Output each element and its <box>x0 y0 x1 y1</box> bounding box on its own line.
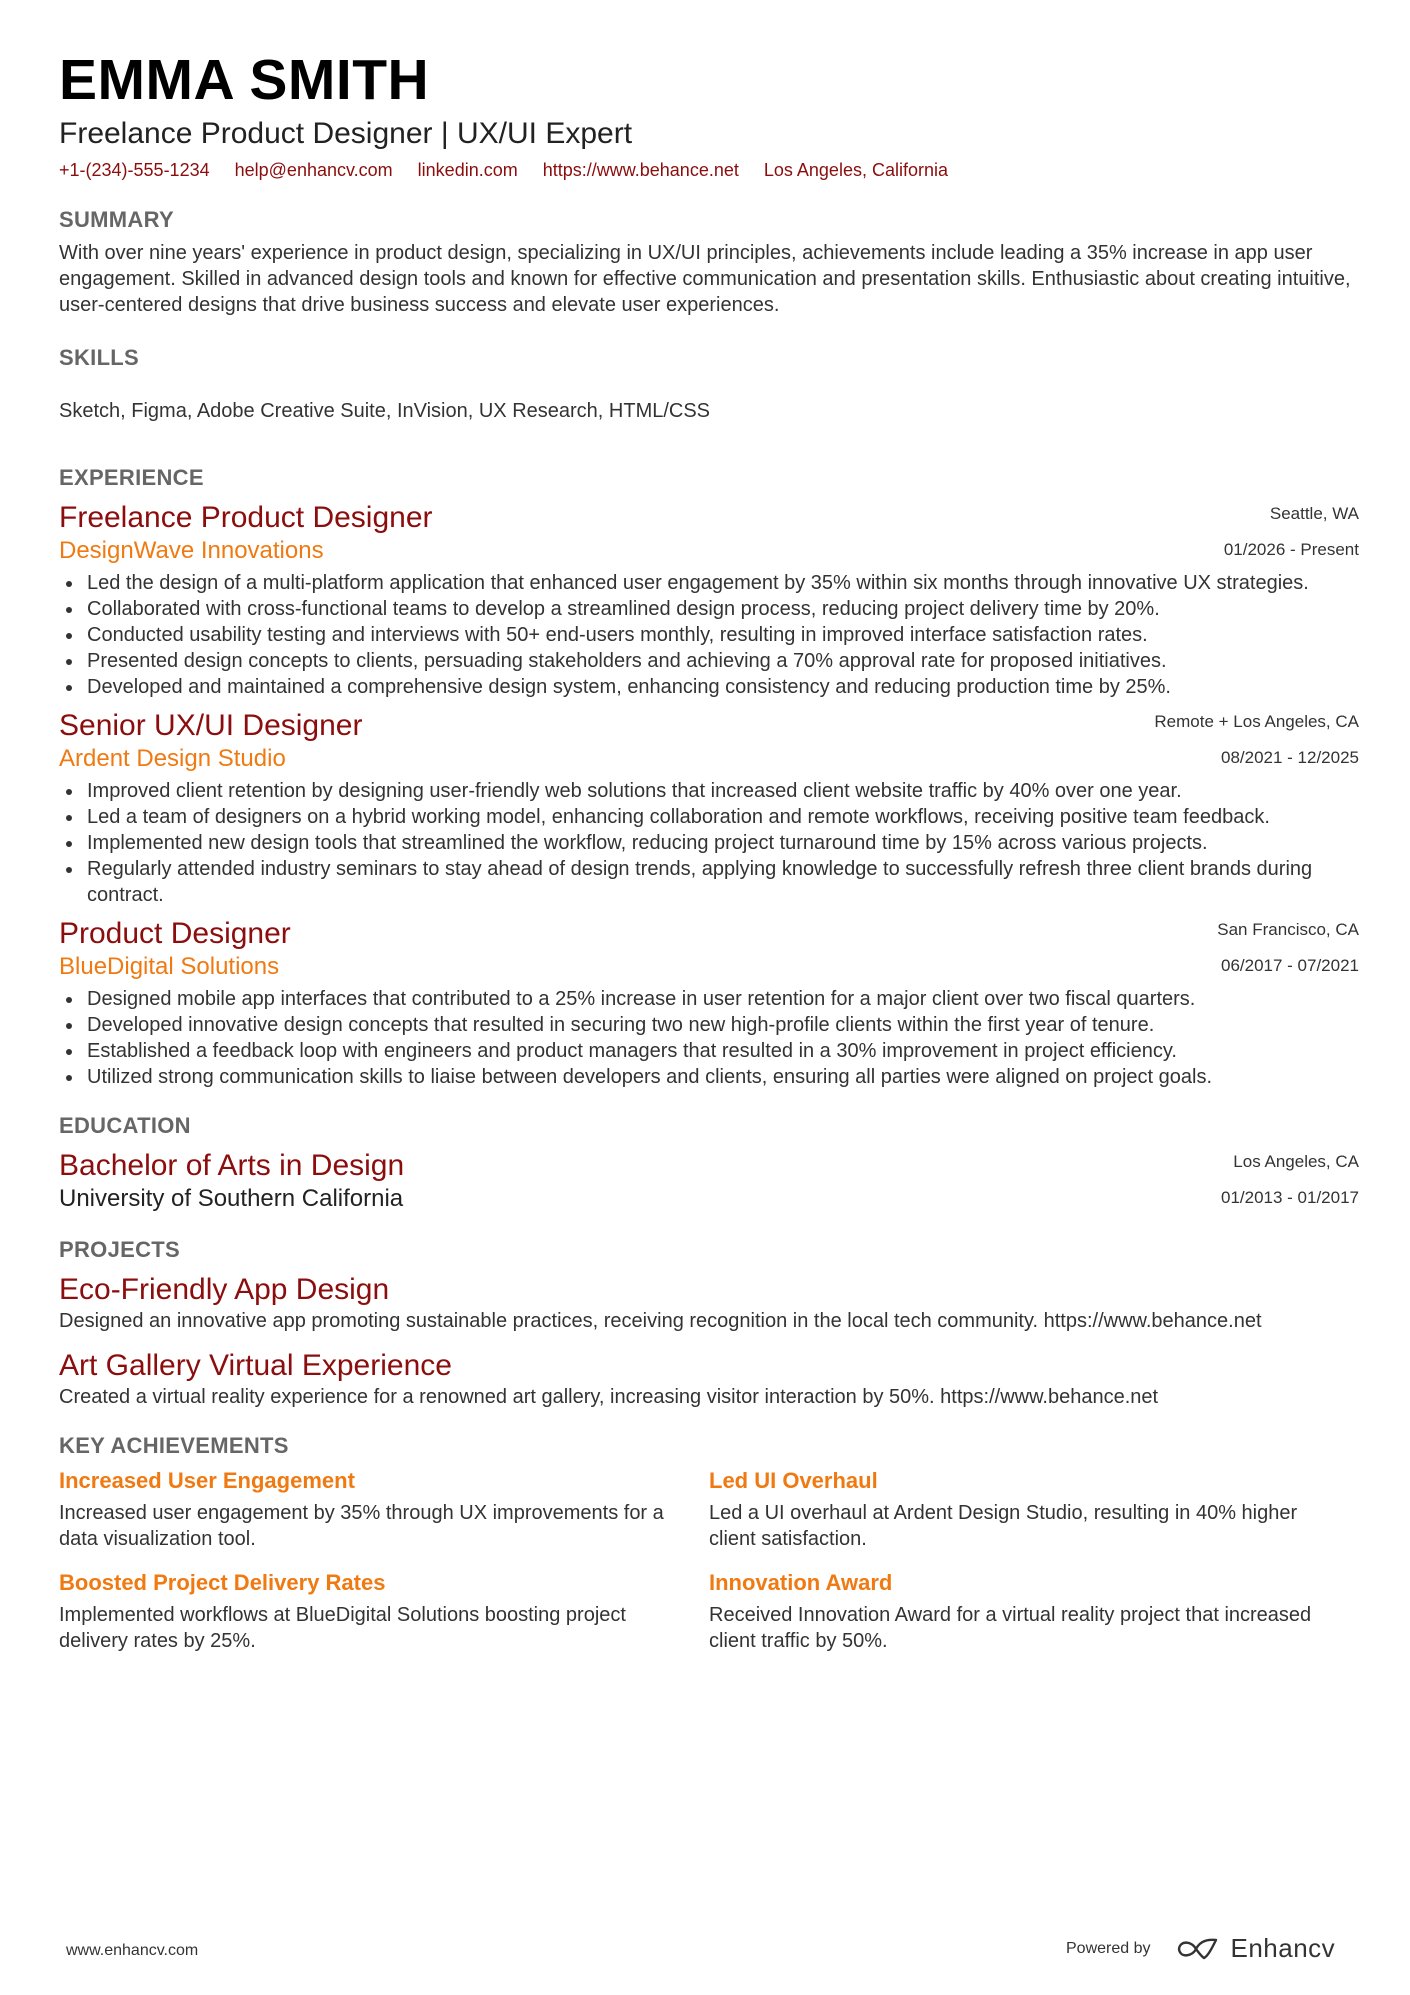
school-name: University of Southern California <box>59 1185 404 1212</box>
achievement-title: Led UI Overhaul <box>709 1468 878 1493</box>
contact-linkedin[interactable]: linkedin.com <box>417 160 518 180</box>
bullet-item: Presented design concepts to clients, persuading stakeholders and achieving a 70% approval rate for proposed initiatives. <box>59 648 1359 674</box>
achievement-item <box>709 1466 1327 1552</box>
section-title-projects: PROJECTS <box>59 1237 180 1262</box>
job-bullets <box>59 778 1359 908</box>
project-description: Created a virtual reality experience for a renowned art gallery, increasing visitor interaction by 50%. https://www.behance.net <box>59 1386 1159 1408</box>
job-location: San Francisco, CA <box>1217 920 1359 939</box>
job-title: Product Designer <box>59 917 291 950</box>
bullet-item: Developed innovative design concepts that resulted in securing two new high-profile clients within the first year of tenure. <box>59 1012 1359 1038</box>
bullet-item: Established a feedback loop with engineers and product managers that resulted in a 30% improvement in project efficiency. <box>59 1038 1359 1064</box>
experience-section <box>59 464 1359 1090</box>
section-title-achievements: KEY ACHIEVEMENTS <box>59 1433 289 1458</box>
section-title-skills: SKILLS <box>59 345 140 370</box>
bullet-item: Led the design of a multi-platform application that enhanced user engagement by 35% within six months through innovative UX strategies. <box>59 570 1359 596</box>
bullet-item: Conducted usability testing and interviews with 50+ end-users monthly, resulting in improved interface satisfaction rates. <box>59 622 1359 648</box>
project-name: Eco-Friendly App Design <box>59 1273 390 1306</box>
job-title: Senior UX/UI Designer <box>59 709 363 742</box>
contact-phone[interactable]: +1-(234)-555-1234 <box>59 160 210 180</box>
job-dates: 06/2017 - 07/2021 <box>1220 956 1359 975</box>
job-bullets <box>59 986 1359 1090</box>
section-title-summary: SUMMARY <box>59 207 174 232</box>
achievement-description: Received Innovation Award for a virtual reality project that increased client traffic by 50%. <box>709 1604 1312 1652</box>
experience-entry <box>59 500 1359 700</box>
achievement-description: Increased user engagement by 35% through UX improvements for a data visualization tool. <box>59 1502 664 1550</box>
summary-section <box>59 206 1359 318</box>
project-entry <box>59 1348 1359 1410</box>
bullet-item: Led a team of designers on a hybrid working model, enhancing collaboration and remote workflows, receiving positive team feedback. <box>59 804 1359 830</box>
education-dates: 01/2013 - 01/2017 <box>1220 1188 1359 1207</box>
contact-email[interactable]: help@enhancv.com <box>234 160 393 180</box>
bullet-item: Developed and maintained a comprehensive design system, enhancing consistency and reducing production time by 25%. <box>59 674 1359 700</box>
achievement-description: Implemented workflows at BlueDigital Solutions boosting project delivery rates by 25%. <box>59 1604 626 1652</box>
section-title-education: EDUCATION <box>59 1113 191 1138</box>
bullet-item: Collaborated with cross-functional teams to develop a streamlined design process, reducing project delivery time by 20%. <box>59 596 1359 622</box>
bullet-item: Implemented new design tools that streamlined the workflow, reducing project turnaround time by 15% across various projects. <box>59 830 1359 856</box>
job-location: Remote + Los Angeles, CA <box>1154 712 1359 731</box>
footer-branding <box>1066 1933 1335 1964</box>
resume-content <box>59 48 1359 1654</box>
achievement-title: Increased User Engagement <box>59 1468 355 1493</box>
job-title: Freelance Product Designer <box>59 501 433 534</box>
project-entry <box>59 1272 1359 1334</box>
company-name: Ardent Design Studio <box>59 745 286 772</box>
section-title-experience: EXPERIENCE <box>59 465 204 490</box>
project-name: Art Gallery Virtual Experience <box>59 1349 452 1382</box>
achievement-title: Boosted Project Delivery Rates <box>59 1570 386 1595</box>
enhancv-logo-icon <box>1175 1936 1221 1962</box>
contact-portfolio[interactable]: https://www.behance.net <box>542 160 739 180</box>
education-location: Los Angeles, CA <box>1233 1152 1359 1171</box>
experience-entry <box>59 916 1359 1090</box>
resume-header <box>59 48 1359 182</box>
experience-entry <box>59 708 1359 908</box>
education-entry <box>59 1148 1359 1214</box>
bullet-item: Utilized strong communication skills to liaise between developers and clients, ensuring all parties were aligned on project goals. <box>59 1064 1359 1090</box>
bullet-item: Designed mobile app interfaces that contributed to a 25% increase in user retention for a major client over two fiscal quarters. <box>59 986 1359 1012</box>
achievement-title: Innovation Award <box>709 1570 893 1595</box>
contact-line <box>59 158 1359 182</box>
achievement-item <box>709 1568 1327 1654</box>
contact-location: Los Angeles, California <box>763 160 948 180</box>
degree-title: Bachelor of Arts in Design <box>59 1149 405 1182</box>
achievements-grid <box>59 1466 1359 1654</box>
powered-by-label: Powered by <box>1066 1939 1151 1957</box>
achievement-item <box>59 1466 677 1552</box>
enhancv-brand-name: Enhancv <box>1230 1933 1336 1963</box>
summary-text: With over nine years' experience in product design, specializing in UX/UI principles, achievements include leading a 35% increase in app user engagement. Skilled in advanced design tools and known for effective communication and presentation skills. Enthusiastic about creating intuitive, user-centered designs that drive business success and elevate user experiences. <box>59 242 1351 316</box>
achievement-description: Led a UI overhaul at Ardent Design Studio, resulting in 40% higher client satisfaction. <box>709 1502 1298 1550</box>
footer-website[interactable]: www.enhancv.com <box>66 1942 199 1959</box>
projects-section <box>59 1236 1359 1410</box>
company-name: BlueDigital Solutions <box>59 953 280 980</box>
candidate-headline: Freelance Product Designer | UX/UI Expert <box>59 117 633 150</box>
bullet-item: Regularly attended industry seminars to stay ahead of design trends, applying knowledge to successfully refresh three client brands during contract. <box>59 856 1359 908</box>
skills-section <box>59 344 1359 424</box>
education-section <box>59 1112 1359 1214</box>
achievements-section <box>59 1432 1359 1654</box>
job-dates: 01/2026 - Present <box>1223 540 1359 559</box>
job-dates: 08/2021 - 12/2025 <box>1220 748 1359 767</box>
bullet-item: Improved client retention by designing user-friendly web solutions that increased client website traffic by 40% over one year. <box>59 778 1359 804</box>
achievement-item <box>59 1568 677 1654</box>
skills-text: Sketch, Figma, Adobe Creative Suite, InVision, UX Research, HTML/CSS <box>59 400 711 422</box>
job-location: Seattle, WA <box>1269 504 1359 523</box>
project-description: Designed an innovative app promoting sustainable practices, receiving recognition in the local tech community. https://www.behance.net <box>59 1310 1262 1332</box>
company-name: DesignWave Innovations <box>59 537 324 564</box>
job-bullets <box>59 570 1359 700</box>
candidate-name: EMMA SMITH <box>59 48 430 112</box>
